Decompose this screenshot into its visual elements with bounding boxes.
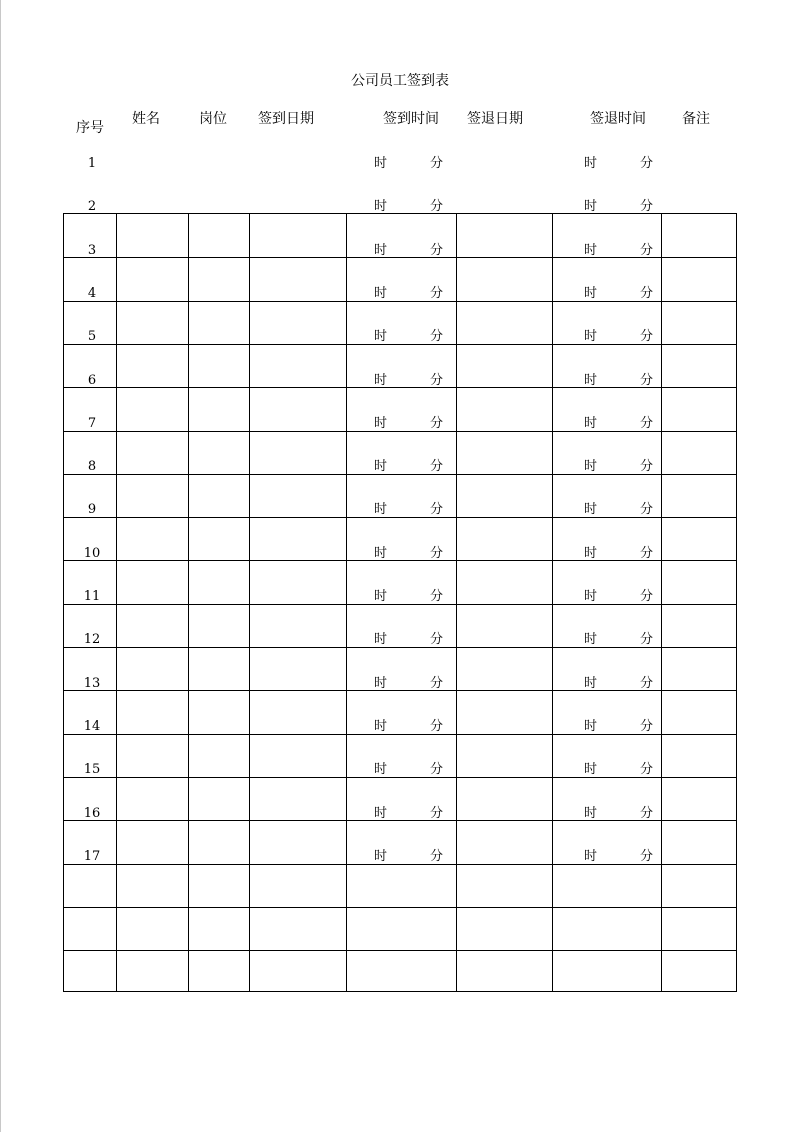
row-number: 15 bbox=[83, 762, 101, 777]
column-divider bbox=[552, 214, 553, 991]
row-divider bbox=[64, 820, 736, 821]
row-number: 6 bbox=[87, 373, 97, 388]
sign-out-minute-label: 分 bbox=[640, 286, 654, 301]
column-divider bbox=[456, 214, 457, 991]
header-position: 岗位 bbox=[199, 111, 227, 127]
sign-out-hour-label: 时 bbox=[584, 806, 598, 821]
sign-in-hour-label: 时 bbox=[374, 806, 388, 821]
sign-in-minute-label: 分 bbox=[430, 156, 444, 171]
sign-out-minute-label: 分 bbox=[640, 849, 654, 864]
sign-in-minute-label: 分 bbox=[430, 676, 444, 691]
sign-out-hour-label: 时 bbox=[584, 286, 598, 301]
row-divider bbox=[64, 777, 736, 778]
row-divider bbox=[64, 474, 736, 475]
sign-out-hour-label: 时 bbox=[584, 502, 598, 517]
sign-in-minute-label: 分 bbox=[430, 762, 444, 777]
sign-out-hour-label: 时 bbox=[584, 459, 598, 474]
sign-in-minute-label: 分 bbox=[430, 286, 444, 301]
sign-out-minute-label: 分 bbox=[640, 546, 654, 561]
sign-out-minute-label: 分 bbox=[640, 676, 654, 691]
row-number: 10 bbox=[83, 546, 101, 561]
sign-out-minute-label: 分 bbox=[640, 373, 654, 388]
sign-out-hour-label: 时 bbox=[584, 416, 598, 431]
column-divider bbox=[188, 214, 189, 991]
row-divider bbox=[64, 301, 736, 302]
row-number: 7 bbox=[87, 416, 97, 431]
sign-out-hour-label: 时 bbox=[584, 373, 598, 388]
sign-in-hour-label: 时 bbox=[374, 719, 388, 734]
header-sign-in-date: 签到日期 bbox=[258, 111, 314, 127]
page-edge bbox=[0, 0, 1, 1132]
page-title: 公司员工签到表 bbox=[351, 73, 449, 89]
sign-out-hour-label: 时 bbox=[584, 156, 598, 171]
row-divider bbox=[64, 864, 736, 865]
column-divider bbox=[346, 214, 347, 991]
sign-out-hour-label: 时 bbox=[584, 329, 598, 344]
sign-out-hour-label: 时 bbox=[584, 243, 598, 258]
sign-in-table-grid bbox=[63, 213, 737, 992]
row-divider bbox=[64, 517, 736, 518]
sign-in-hour-label: 时 bbox=[374, 546, 388, 561]
header-seq: 序号 bbox=[76, 120, 104, 136]
sign-in-minute-label: 分 bbox=[430, 546, 444, 561]
row-number: 12 bbox=[83, 632, 101, 647]
row-number: 8 bbox=[87, 459, 97, 474]
sign-in-minute-label: 分 bbox=[430, 589, 444, 604]
row-number: 2 bbox=[87, 199, 97, 214]
header-sign-out-time: 签退时间 bbox=[590, 111, 646, 127]
sign-out-hour-label: 时 bbox=[584, 849, 598, 864]
sign-out-hour-label: 时 bbox=[584, 546, 598, 561]
row-number: 14 bbox=[83, 719, 101, 734]
sign-out-minute-label: 分 bbox=[640, 459, 654, 474]
sign-in-minute-label: 分 bbox=[430, 199, 444, 214]
sign-in-minute-label: 分 bbox=[430, 849, 444, 864]
row-divider bbox=[64, 734, 736, 735]
sign-out-hour-label: 时 bbox=[584, 719, 598, 734]
sign-in-hour-label: 时 bbox=[374, 676, 388, 691]
sign-in-minute-label: 分 bbox=[430, 243, 444, 258]
sign-out-hour-label: 时 bbox=[584, 676, 598, 691]
sign-out-minute-label: 分 bbox=[640, 156, 654, 171]
header-name: 姓名 bbox=[132, 111, 160, 127]
sign-in-hour-label: 时 bbox=[374, 199, 388, 214]
sign-in-hour-label: 时 bbox=[374, 286, 388, 301]
header-sign-out-date: 签退日期 bbox=[467, 111, 523, 127]
header-remarks: 备注 bbox=[682, 111, 710, 127]
sign-out-minute-label: 分 bbox=[640, 243, 654, 258]
column-divider bbox=[116, 214, 117, 991]
row-divider bbox=[64, 604, 736, 605]
sign-in-hour-label: 时 bbox=[374, 459, 388, 474]
row-divider bbox=[64, 560, 736, 561]
sign-in-minute-label: 分 bbox=[430, 416, 444, 431]
header-sign-in-time: 签到时间 bbox=[383, 111, 439, 127]
sign-out-minute-label: 分 bbox=[640, 416, 654, 431]
row-divider bbox=[64, 690, 736, 691]
sign-out-hour-label: 时 bbox=[584, 632, 598, 647]
sign-in-hour-label: 时 bbox=[374, 329, 388, 344]
sign-in-hour-label: 时 bbox=[374, 849, 388, 864]
sign-in-minute-label: 分 bbox=[430, 459, 444, 474]
sign-in-hour-label: 时 bbox=[374, 373, 388, 388]
row-number: 11 bbox=[83, 589, 101, 604]
sign-in-minute-label: 分 bbox=[430, 632, 444, 647]
sign-in-hour-label: 时 bbox=[374, 502, 388, 517]
row-number: 3 bbox=[87, 243, 97, 258]
row-number: 5 bbox=[87, 329, 97, 344]
row-divider bbox=[64, 647, 736, 648]
row-divider bbox=[64, 344, 736, 345]
row-divider bbox=[64, 950, 736, 951]
row-divider bbox=[64, 907, 736, 908]
sign-out-minute-label: 分 bbox=[640, 632, 654, 647]
sign-in-hour-label: 时 bbox=[374, 762, 388, 777]
sign-in-minute-label: 分 bbox=[430, 373, 444, 388]
sign-in-hour-label: 时 bbox=[374, 589, 388, 604]
sign-in-minute-label: 分 bbox=[430, 719, 444, 734]
sign-in-hour-label: 时 bbox=[374, 416, 388, 431]
sign-out-minute-label: 分 bbox=[640, 329, 654, 344]
sign-out-minute-label: 分 bbox=[640, 719, 654, 734]
sign-out-hour-label: 时 bbox=[584, 589, 598, 604]
row-number: 9 bbox=[87, 502, 97, 517]
sign-out-minute-label: 分 bbox=[640, 199, 654, 214]
column-divider bbox=[661, 214, 662, 991]
sign-in-minute-label: 分 bbox=[430, 806, 444, 821]
sign-out-minute-label: 分 bbox=[640, 762, 654, 777]
row-number: 1 bbox=[87, 156, 97, 171]
sign-in-minute-label: 分 bbox=[430, 502, 444, 517]
sign-out-minute-label: 分 bbox=[640, 589, 654, 604]
row-number: 13 bbox=[83, 676, 101, 691]
row-number: 4 bbox=[87, 286, 97, 301]
row-divider bbox=[64, 387, 736, 388]
sign-out-hour-label: 时 bbox=[584, 199, 598, 214]
sign-out-minute-label: 分 bbox=[640, 806, 654, 821]
sign-out-minute-label: 分 bbox=[640, 502, 654, 517]
sign-in-hour-label: 时 bbox=[374, 632, 388, 647]
row-divider bbox=[64, 431, 736, 432]
sign-in-hour-label: 时 bbox=[374, 243, 388, 258]
sign-in-hour-label: 时 bbox=[374, 156, 388, 171]
row-divider bbox=[64, 257, 736, 258]
column-divider bbox=[249, 214, 250, 991]
sign-out-hour-label: 时 bbox=[584, 762, 598, 777]
sign-in-minute-label: 分 bbox=[430, 329, 444, 344]
row-number: 16 bbox=[83, 806, 101, 821]
row-number: 17 bbox=[83, 849, 101, 864]
